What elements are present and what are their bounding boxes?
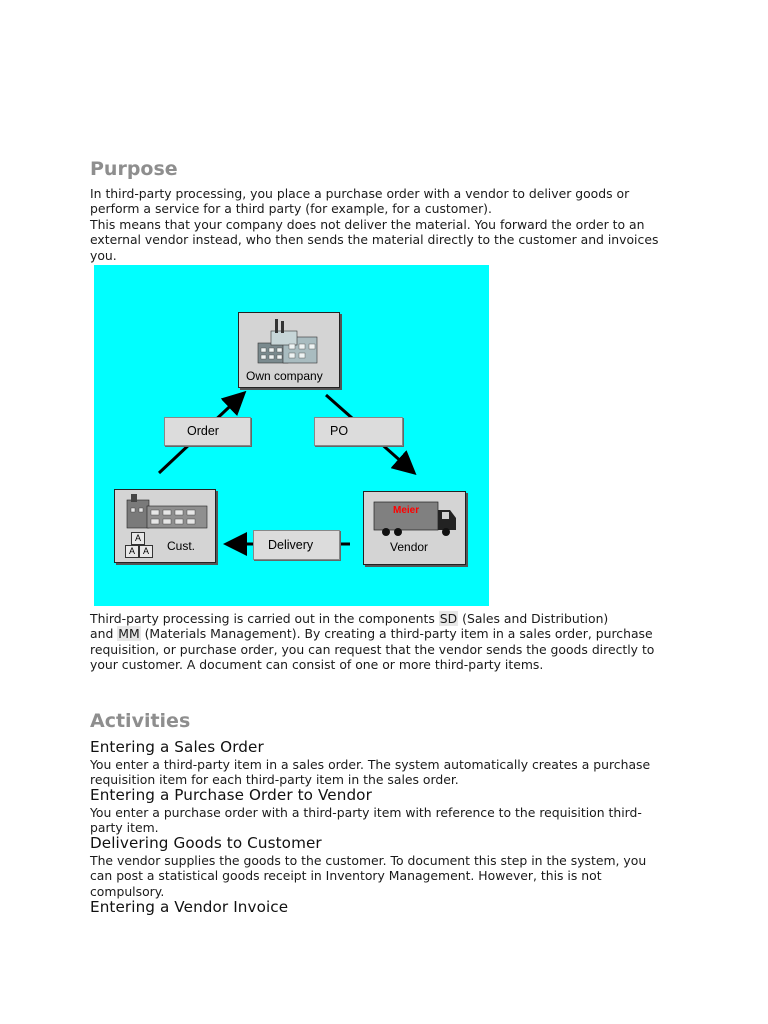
order-label: Order <box>187 424 219 438</box>
activity-text-purchase-order <box>90 805 675 836</box>
activity-line: The vendor supplies the goods to the customer. To document this step in the system, you <box>90 853 647 868</box>
vendor-label: Vendor <box>390 540 429 554</box>
activity-heading-vendor-invoice: Entering a Vendor Invoice <box>90 898 289 916</box>
components-line-2 <box>90 626 675 641</box>
components-text: (Materials Management). By creating a third-party item in a sales order, purchase <box>140 626 653 642</box>
customer-label: Cust. <box>167 539 196 553</box>
factory-icon <box>253 317 323 367</box>
purpose-line-5: you. <box>90 247 117 263</box>
activities-heading: Activities <box>90 710 191 732</box>
purpose-heading: Purpose <box>90 158 178 180</box>
components-text: and <box>90 626 118 642</box>
components-text: Third-party processing is carried out in the components <box>90 611 439 626</box>
activity-line: requisition item for each third-party item in the sales order. <box>90 772 459 788</box>
components-paragraph <box>90 611 675 673</box>
order-label-box <box>164 417 251 446</box>
activity-line: party item. <box>90 820 159 836</box>
activity-heading-sales-order: Entering a Sales Order <box>90 738 264 756</box>
own-company-label: Own company <box>246 369 323 383</box>
activity-line: You enter a third-party item in a sales order. The system automatically creates a purchase <box>90 757 651 772</box>
purpose-line-1: In third-party processing, you place a purchase order with a vendor to deliver goods or <box>90 186 630 201</box>
delivery-label-box <box>253 530 340 560</box>
delivery-label: Delivery <box>268 538 314 552</box>
purpose-line-4: external vendor instead, who then sends the material directly to the customer and invoices <box>90 232 659 248</box>
vendor-box <box>363 491 466 565</box>
components-line-1 <box>90 611 675 626</box>
package-icon: A <box>139 545 153 558</box>
sd-abbreviation: SD <box>439 611 458 626</box>
components-line-4: your customer. A document can consist of one or more third-party items. <box>90 657 544 673</box>
mm-abbreviation: MM <box>118 626 140 642</box>
activity-heading-delivering-goods: Delivering Goods to Customer <box>90 834 322 852</box>
activity-heading-purchase-order: Entering a Purchase Order to Vendor <box>90 786 372 804</box>
activity-line: You enter a purchase order with a third-party item with reference to the requisition third- <box>90 805 642 820</box>
components-line-3: requisition, or purchase order, you can request that the vendor sends the goods directly to <box>90 641 655 657</box>
truck-icon <box>372 498 462 538</box>
po-label-box <box>314 417 403 446</box>
activity-text-delivering-goods <box>90 853 675 899</box>
package-icon: A <box>131 532 145 545</box>
truck-brand-label: Meier <box>393 505 420 516</box>
components-text: (Sales and Distribution) <box>458 611 609 626</box>
purpose-line-2: perform a service for a third party (for example, for a customer). <box>90 201 492 217</box>
customer-box <box>114 489 216 563</box>
purpose-line-3: This means that your company does not deliver the material. You forward the order to an <box>90 216 645 232</box>
activity-text-sales-order <box>90 757 675 788</box>
activity-line: compulsory. <box>90 883 165 899</box>
third-party-process-diagram <box>94 265 489 606</box>
po-label: PO <box>330 424 349 438</box>
own-company-box <box>238 312 340 388</box>
package-icon: A <box>125 545 139 558</box>
purpose-paragraph <box>90 186 675 263</box>
activity-line: can post a statistical goods receipt in Inventory Management. However, this is not <box>90 868 602 884</box>
